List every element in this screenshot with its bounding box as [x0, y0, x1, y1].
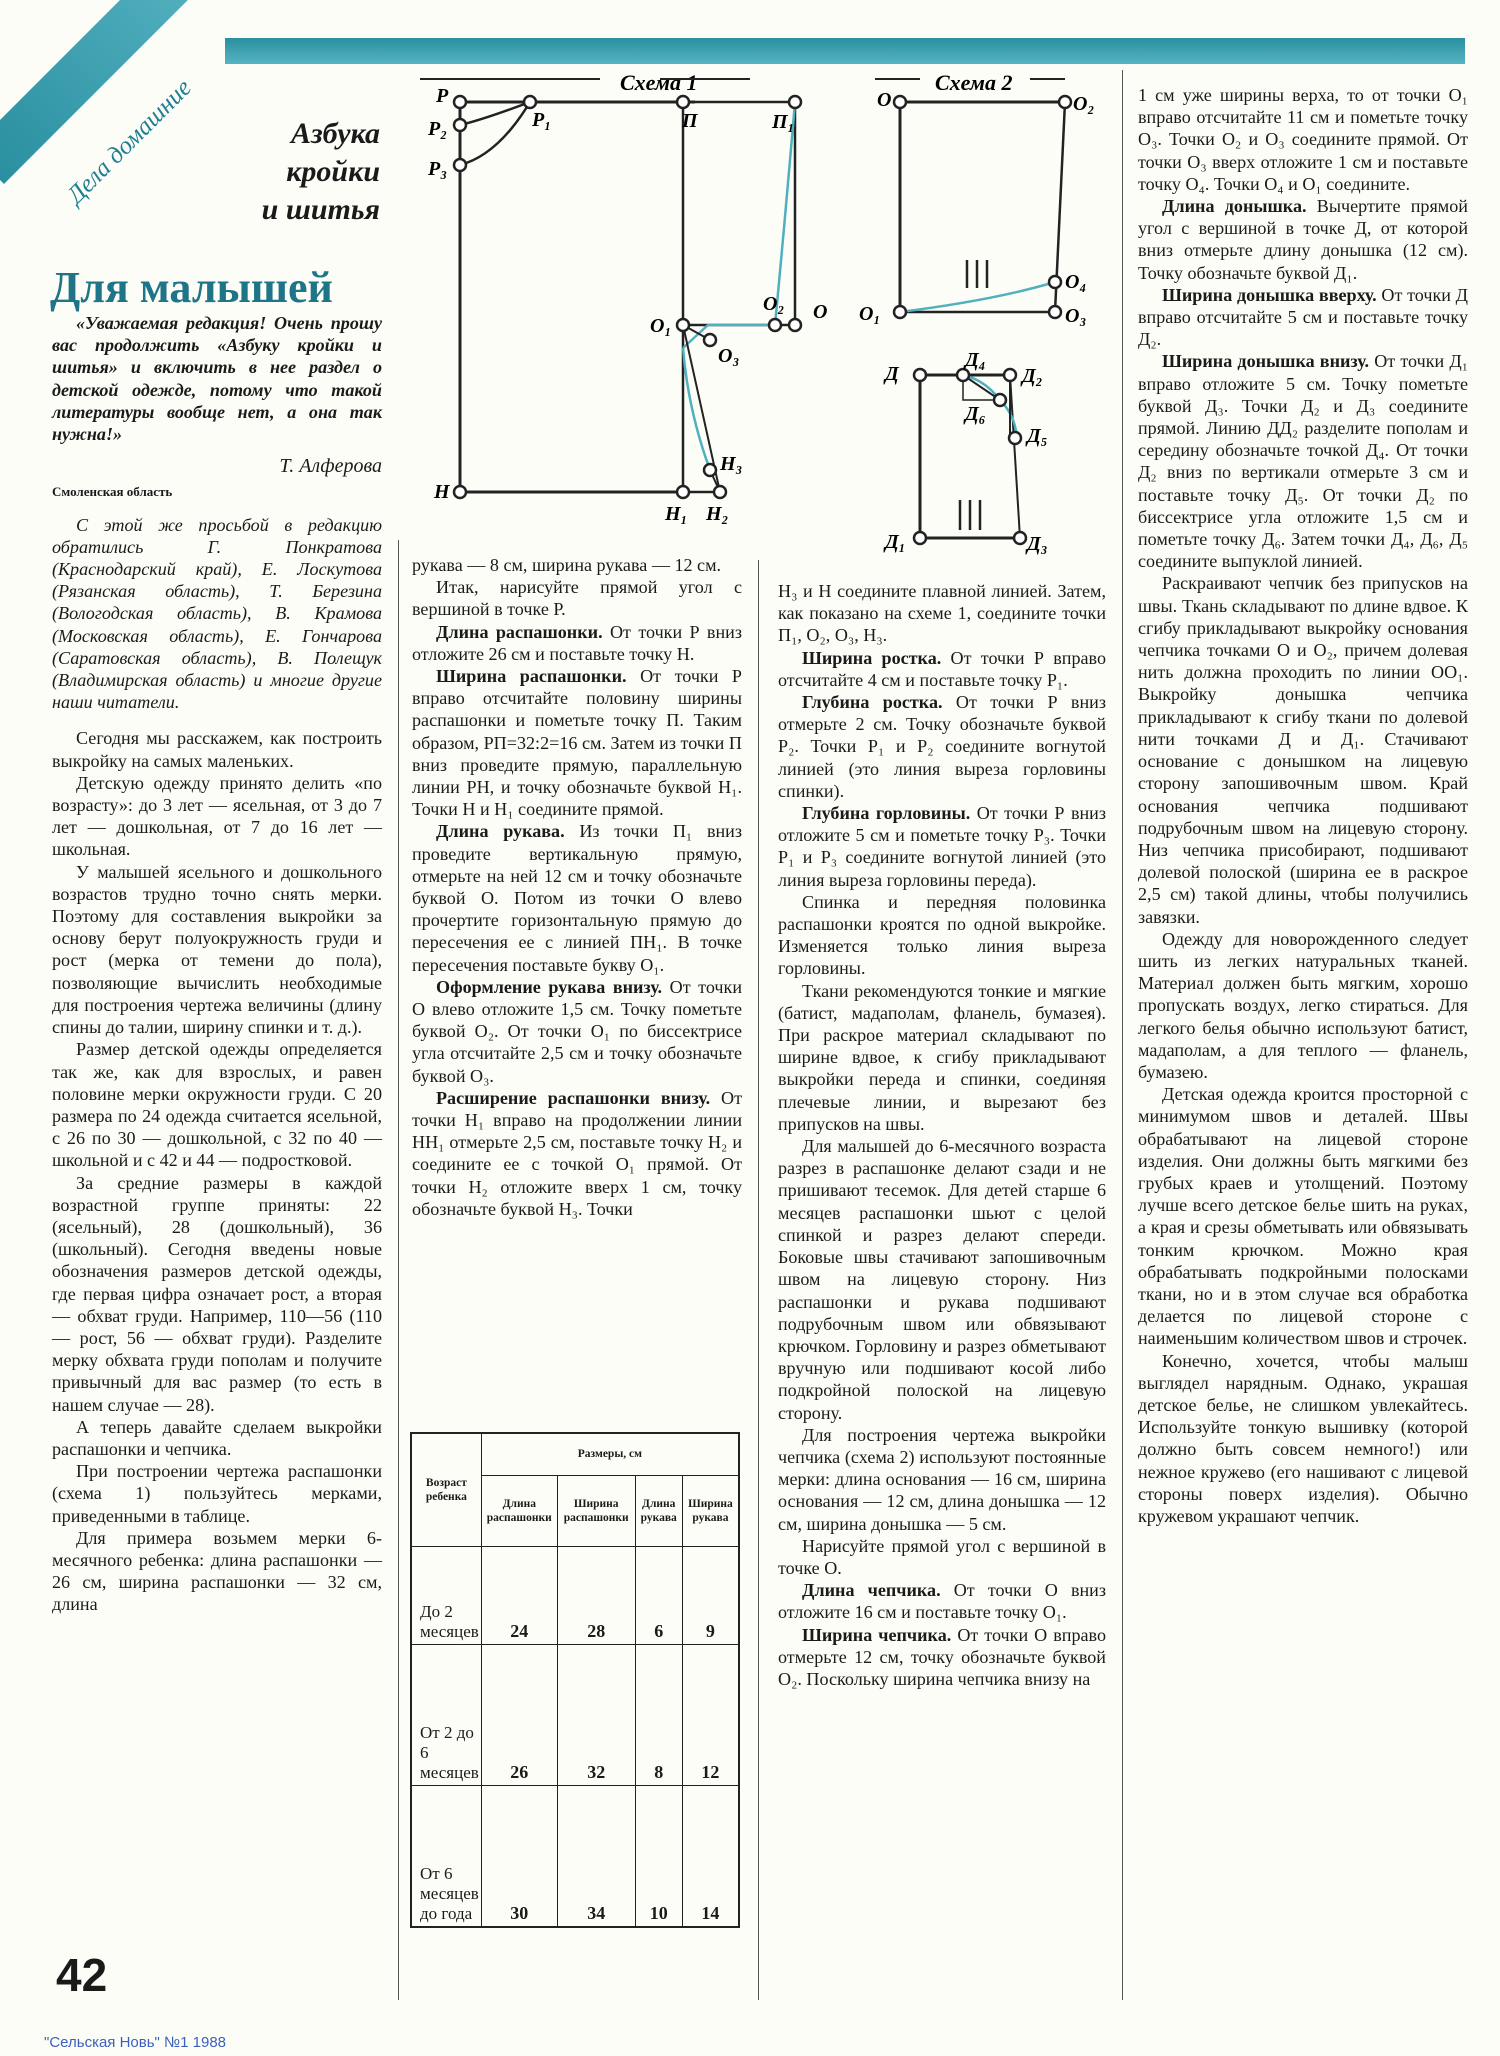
paragraph: При построении чертежа распашонки (схема 1) пользуйтесь мерками, приведенными в таблице.: [52, 1461, 382, 1526]
column-rule: [1122, 70, 1123, 2000]
paragraph: [412, 665, 742, 820]
column-rule: [398, 540, 399, 2000]
age-cell: От 6 месяцев до года: [411, 1785, 481, 1927]
paragraph: Размер детской одежды определяется так же, как для взрослых, и равен половине мерки окружности груди. С 20 размера по 24 одежда считается ясельной, с 26 по 30 — дошкольной, с 32 по 40 — школьной и с 42 и 44 — подростковой.: [52, 1039, 382, 1171]
column-header: Ширина рукава: [682, 1475, 739, 1547]
value-cell: 8: [635, 1644, 682, 1785]
schema-2-title: Схема 2: [935, 70, 1013, 95]
value-cell: 12: [682, 1644, 739, 1785]
article-headline: Для малышей: [50, 263, 333, 312]
table-row: [411, 1785, 739, 1927]
paragraph-text: От точки Р вправо отсчитайте 4 см и поставьте точку Р₁.: [778, 647, 1106, 690]
point-label: О: [877, 89, 892, 111]
point-label: Д₅: [1027, 425, 1048, 447]
paragraph-text: Для малышей до 6-месячного возраста разрез в распашонке делают сзади и не пришивают тесемок. Для детей старше 6 месяцев распашонки шьют с целой спинкой и разрез делают спереди. Боковые швы стачивают запошивочным швом на лицевую сторону. Низ распашонки и рукава подшивают подрубочным швом или обвязывают крючком. Горловину и разрез обметывают вручную или подшивают косой либо подкройной полоской на лицевую сторону.: [778, 1136, 1106, 1423]
paragraph: [778, 647, 1106, 691]
paragraph: [1138, 195, 1468, 284]
point-label: Р₁: [532, 109, 552, 131]
paragraph-lead: Ширина донышка внизу.: [1162, 351, 1370, 372]
paragraph-text: Детская одежда кроится просторной с минимумом швов и деталей. Швы обрабатывают на лицевой стороне изделия. Они должны быть мягкими без грубых краев и утолщений. Поэтому лучше всего детское белье шить на руках, а края и срезы обметывать или обвязывать тонким крючком. Можно края обрабатывать подкройными полосками ткани, но и в этом случае вся обработка делается по лицевой стороне с наименьшим количеством швов и строчек.: [1138, 1084, 1468, 1349]
column-2: [412, 554, 742, 1220]
point-label: Д₄: [965, 349, 986, 371]
paragraph-text: От точки О влево отложите 1,5 см. Точку пометьте буквой О₂. От точки О₁ по биссектрисе угла отсчитайте 2,5 см и точку обозначьте буквой О₃.: [412, 976, 742, 1086]
paragraph-text: От точки Р вправо отсчитайте половину ширины распашонки и пометьте точку П. Таким образом, РП=32:2=16 см. Затем из точки П вниз проведите прямую, параллельную линии РН, и точку обозначьте буквой Н₁. Точки Н и Н₁ соедините прямой.: [412, 666, 742, 820]
age-cell: От 2 до 6 месяцев: [411, 1644, 481, 1785]
paragraph: [1138, 572, 1468, 927]
column-1-body: [52, 727, 382, 1615]
value-cell: 30: [481, 1785, 557, 1927]
rubric-label: Дела домашние: [62, 74, 197, 210]
column-3: [778, 580, 1106, 1690]
age-cell: До 2 месяцев: [411, 1547, 481, 1645]
paragraph: За средние размеры в каждой возрастной группе приняты: 22 (ясельный), 28 (дошкольный), 36 (школьный). Сегодня введены новые обозначения размеров детской одежды, где первая цифра означает рост, а вторая — обхват груди. Например, 110—56 (110 — рост, 56 — обхват груди). Разделите мерку обхвата груди пополам и получите привычный для вас размер (то есть в нашем случае — 28).: [52, 1172, 382, 1415]
schema-2-drawing: [855, 70, 1125, 560]
point-label: Н₁: [665, 503, 688, 525]
paragraph-text: От точки Р вниз отмерьте 2 см. Точку обозначьте буквой Р₂. Точки Р₁ и Р₂ соедините вогнутой линией (это линия выреза горловины спинки).: [778, 692, 1106, 801]
paragraph: [412, 1087, 742, 1220]
paragraph-lead: Ширина донышка вверху.: [1162, 284, 1377, 305]
point-label: О: [813, 301, 828, 323]
point-label: Р₂: [428, 118, 448, 140]
paragraph-text: 1 см уже ширины верха, то от точки О₁ вправо отсчитайте 11 см и пометьте точку О₃. Точки О₂ и О₃ соедините прямой. От точки О₃ вверх отложите 1 см и поставьте точку О₄. Точки О₄ и О₁ соедините.: [1138, 85, 1468, 194]
paragraph-text: рукава — 8 см, ширина рукава — 12 см.: [412, 555, 722, 575]
paragraph: [412, 554, 742, 576]
point-label: П₁: [772, 111, 795, 133]
paragraph-text: Из точки П₁ вниз проведите вертикальную прямую, отмерьте на ней 12 см и точку обозначьте буквой О. Потом из точки О влево прочертите горизонтальную прямую до пересечения ее с линией ПН₁. В точке пересечения поставьте букву О₁.: [412, 821, 743, 975]
paragraph: [778, 802, 1106, 891]
paragraph-lead: Расширение распашонки внизу.: [436, 1087, 711, 1108]
paragraph: [778, 1579, 1106, 1623]
point-label: П: [682, 110, 698, 132]
table-row: [411, 1547, 739, 1645]
table-header-row: [411, 1433, 739, 1475]
paragraph-lead: Длина распашонки.: [436, 621, 603, 642]
paragraph: [1138, 1350, 1468, 1528]
column-header: Ширина распашонки: [557, 1475, 635, 1547]
paragraph-lead: Глубина ростка.: [802, 692, 943, 713]
point-label: Н₂: [706, 503, 729, 525]
point-label: О₄: [1065, 271, 1087, 293]
point-label: О₂: [1073, 93, 1095, 115]
paragraph: У малышей ясельного и дошкольного возрастов трудно точно снять мерки. Поэтому для составления выкройки за основу берут полуокружность груди и рост (мерка от темени до пола), позволяющие вычислить необходимые для построения чертежа величины (длину спины до талии, ширину спинки и т. д.).: [52, 861, 382, 1038]
paragraph: [1138, 1083, 1468, 1349]
paragraph: Детскую одежду принято делить «по возрасту»: до 3 лет — ясельная, от 3 до 7 лет — дошкольная, от 7 до 16 лет — школьная.: [52, 772, 382, 860]
paragraph: [412, 621, 742, 665]
page-number: 42: [56, 1949, 108, 2001]
column-header: Длина рукава: [635, 1475, 682, 1547]
paragraph-lead: Длина донышка.: [1162, 196, 1307, 217]
paragraph: Для примера возьмем мерки 6-месячного ребенка: длина распашонки — 26 см, ширина распашонки — 32 см, длина: [52, 1527, 382, 1615]
paragraph-lead: Длина чепчика.: [802, 1580, 941, 1601]
value-cell: 28: [557, 1547, 635, 1645]
point-label: Р₃: [428, 158, 448, 180]
paragraph: [1138, 84, 1468, 195]
paragraph-text: Спинка и передняя половинка распашонки кроятся по одной выкройке. Изменяется только линия выреза горловины.: [778, 891, 1106, 979]
point-label: Д₂: [1022, 365, 1043, 387]
paragraph: [778, 1424, 1106, 1535]
paragraph: [778, 1135, 1106, 1424]
schema-1-drawing: [420, 70, 850, 540]
point-label: Н: [434, 481, 450, 503]
paragraph: [778, 1624, 1106, 1691]
readers-note: С этой же просьбой в редакцию обратились Г. Понкратова (Краснодарский край), Е. Лоскутова (Рязанская область), Т. Березина (Вологодская область), В. Крамова (Московская область), Е. Гончарова (Саратовская область), В. Полещук (Владимирская область) и многие другие наши читатели.: [52, 514, 382, 713]
paragraph-text: Н₃ и Н соедините плавной линией. Затем, как показано на схеме 1, соедините точки П₁, О₂, О₃, Н₃.: [778, 581, 1106, 646]
point-label: О₃: [1065, 305, 1087, 327]
point-label: О₂: [763, 293, 785, 315]
value-cell: 6: [635, 1547, 682, 1645]
paragraph-text: От точки Д₁ вправо отложите 5 см. Точку пометьте буквой Д₃. Точки Д₂ и Д₃ соедините прямой. Линию ДД₂ разделите пополам и середину обозначьте точкой Д₄. От точки Д₂ вниз по вертикали отмерьте 3 см и поставьте точку Д₅. От точки Д₂ по биссектрисе угла отложите 1,5 см и пометьте точку Д₆. Затем точки Д₄, Д₆, Д₅ соедините выпуклой линией.: [1138, 351, 1468, 572]
age-header: Возраст ребенка: [411, 1433, 481, 1547]
column-header: Длина распашонки: [481, 1475, 557, 1547]
paragraph-text: От точки Р вниз отложите 26 см и поставьте точку Н.: [412, 621, 742, 664]
letter-author: Т. Алферова: [279, 455, 382, 478]
paragraph: [778, 980, 1106, 1135]
paragraph-lead: Ширина чепчика.: [802, 1624, 952, 1645]
schema-1-title: Схема 1: [620, 70, 698, 95]
paragraph: А теперь давайте сделаем выкройки распашонки и чепчика.: [52, 1416, 382, 1459]
paragraph-lead: Длина рукава.: [436, 821, 565, 842]
sizes-header: Размеры, см: [481, 1433, 739, 1475]
column-4: [1138, 84, 1468, 1527]
header-band: [225, 38, 1465, 64]
table-row: [411, 1644, 739, 1785]
paragraph: [1138, 928, 1468, 1083]
paragraph-text: От точки О вниз отложите 16 см и поставьте точку О₁.: [778, 1580, 1106, 1623]
paragraph-text: Итак, нарисуйте прямой угол с вершиной в точке Р.: [412, 577, 742, 620]
column-1: [52, 312, 382, 1616]
paragraph-lead: Ширина ростка.: [802, 647, 942, 668]
point-label: Д₁: [885, 531, 906, 553]
paragraph-text: От точки О вправо отмерьте 12 см, точку обозначьте буквой О₂. Поскольку ширина чепчика внизу на: [778, 1624, 1106, 1689]
value-cell: 9: [682, 1547, 739, 1645]
series-heading: Азбука кройки и шитья: [261, 117, 380, 226]
paragraph: [778, 691, 1106, 802]
point-label: Н₃: [720, 453, 743, 475]
point-label: Р: [436, 85, 449, 107]
value-cell: 26: [481, 1644, 557, 1785]
paragraph: [1138, 284, 1468, 351]
point-label: О₁: [650, 315, 672, 337]
value-cell: 34: [557, 1785, 635, 1927]
value-cell: 32: [557, 1644, 635, 1785]
paragraph-text: Раскраивают чепчик без припусков на швы. Ткань складывают по длине вдвое. К сгибу прикладывают выкройку основания чепчика точками О и О₂, причем долевая нить должна проходить по линии ОО₁. Выкройку донышка чепчика прикладывают к сгибу ткани по долевой нити точками Д и Д₁. Стачивают основание с донышком на лицевую сторону запошивочным швом. Край основания чепчика подшивают подрубочным швом на лицевую сторону. Низ чепчика присобирают, подшивают долевой полоской (ширина ее в раскрое 2,5 см) такой длины, чтобы получились завязки.: [1138, 573, 1468, 927]
point-label: Д: [885, 363, 899, 385]
paragraph-text: Ткани рекомендуются тонкие и мягкие (батист, мадаполам, фланель, бумазея). При раскрое материал складывают по ширине вдвое, к сгибу прикладывают выкройки переда и спинки, соединяя плечевые линии, и вырезают без припусков на швы.: [778, 980, 1106, 1134]
paragraph-text: Для построения чертежа выкройки чепчика (схема 2) используют постоянные мерки: длина основания — 16 см, ширина основания — 12 см, длина донышка — 12 см, ширина донышка — 5 см.: [778, 1424, 1106, 1534]
paragraph-text: От точки Д вправо отсчитайте 5 см и поставьте точку Д₂.: [1138, 284, 1468, 350]
reader-letter: «Уважаемая редакция! Очень прошу вас продолжить «Азбуку кройки и шитья» и включить в нее раздел о детской одежде, потому что такой литературы вообще нет, а она так нужна!»: [52, 313, 382, 445]
paragraph-text: От точки Н₁ вправо на продолжении линии НН₁ отмерьте 2,5 см, поставьте точку Н₂ и соедините ее с точкой О₁ прямой. От точки Н₂ отложите вверх 1 см, точку обозначьте буквой Н₃. Точки: [412, 1087, 742, 1219]
value-cell: 24: [481, 1547, 557, 1645]
paragraph: [412, 576, 742, 620]
paragraph: [778, 1535, 1106, 1579]
letter-region: Смоленская область: [52, 484, 173, 500]
paragraph: [412, 820, 742, 975]
point-label: О₃: [718, 345, 740, 367]
paragraph-text: Конечно, хочется, чтобы малыш выглядел нарядным. Однако, украшая детское белье, не слишком увлекайтесь. Используйте тонкую вышивку (которой должно быть совсем немного!) или нежное кружево (его нашивают с лицевой стороны поверх изделия). Обычно кружевом украшают чепчик.: [1138, 1350, 1468, 1526]
footer-source: "Сельская Новь" №1 1988: [44, 2034, 227, 2051]
paragraph: [778, 580, 1106, 647]
paragraph-text: От точки Р вниз отложите 5 см и пометьте точку Р₃. Точки Р₁ и Р₃ соедините вогнутой линией (это линия выреза горловины переда).: [778, 803, 1107, 890]
paragraph-lead: Ширина распашонки.: [436, 666, 627, 687]
paragraph: [1138, 350, 1468, 572]
paragraph-text: Одежду для новорожденного следует шить из легких натуральных тканей. Материал должен быть мягким, хорошо пропускать воздух, легко стираться. Для легкого белья обычно используют батист, мадаполам, а для теплого — фланель, бумазею.: [1138, 928, 1468, 1082]
paragraph-lead: Глубина горловины.: [802, 803, 971, 824]
column-rule: [758, 560, 759, 2000]
paragraph-text: Нарисуйте прямой угол с вершиной в точке О.: [778, 1535, 1106, 1578]
paragraph-text: Вычертите прямой угол с вершиной в точке Д, от которой вниз отмерьте длину донышка (12 см). Точку обозначьте буквой Д₁.: [1138, 196, 1468, 283]
point-label: Д₆: [965, 403, 986, 425]
point-label: О₁: [859, 303, 881, 325]
paragraph: [412, 976, 742, 1087]
point-label: Д₃: [1027, 533, 1048, 555]
sizes-table: [410, 1432, 740, 1928]
paragraph-lead: Оформление рукава внизу.: [436, 976, 663, 997]
paragraph: Сегодня мы расскажем, как построить выкройку на самых маленьких.: [52, 728, 382, 771]
value-cell: 14: [682, 1785, 739, 1927]
paragraph: [778, 891, 1106, 980]
value-cell: 10: [635, 1785, 682, 1927]
